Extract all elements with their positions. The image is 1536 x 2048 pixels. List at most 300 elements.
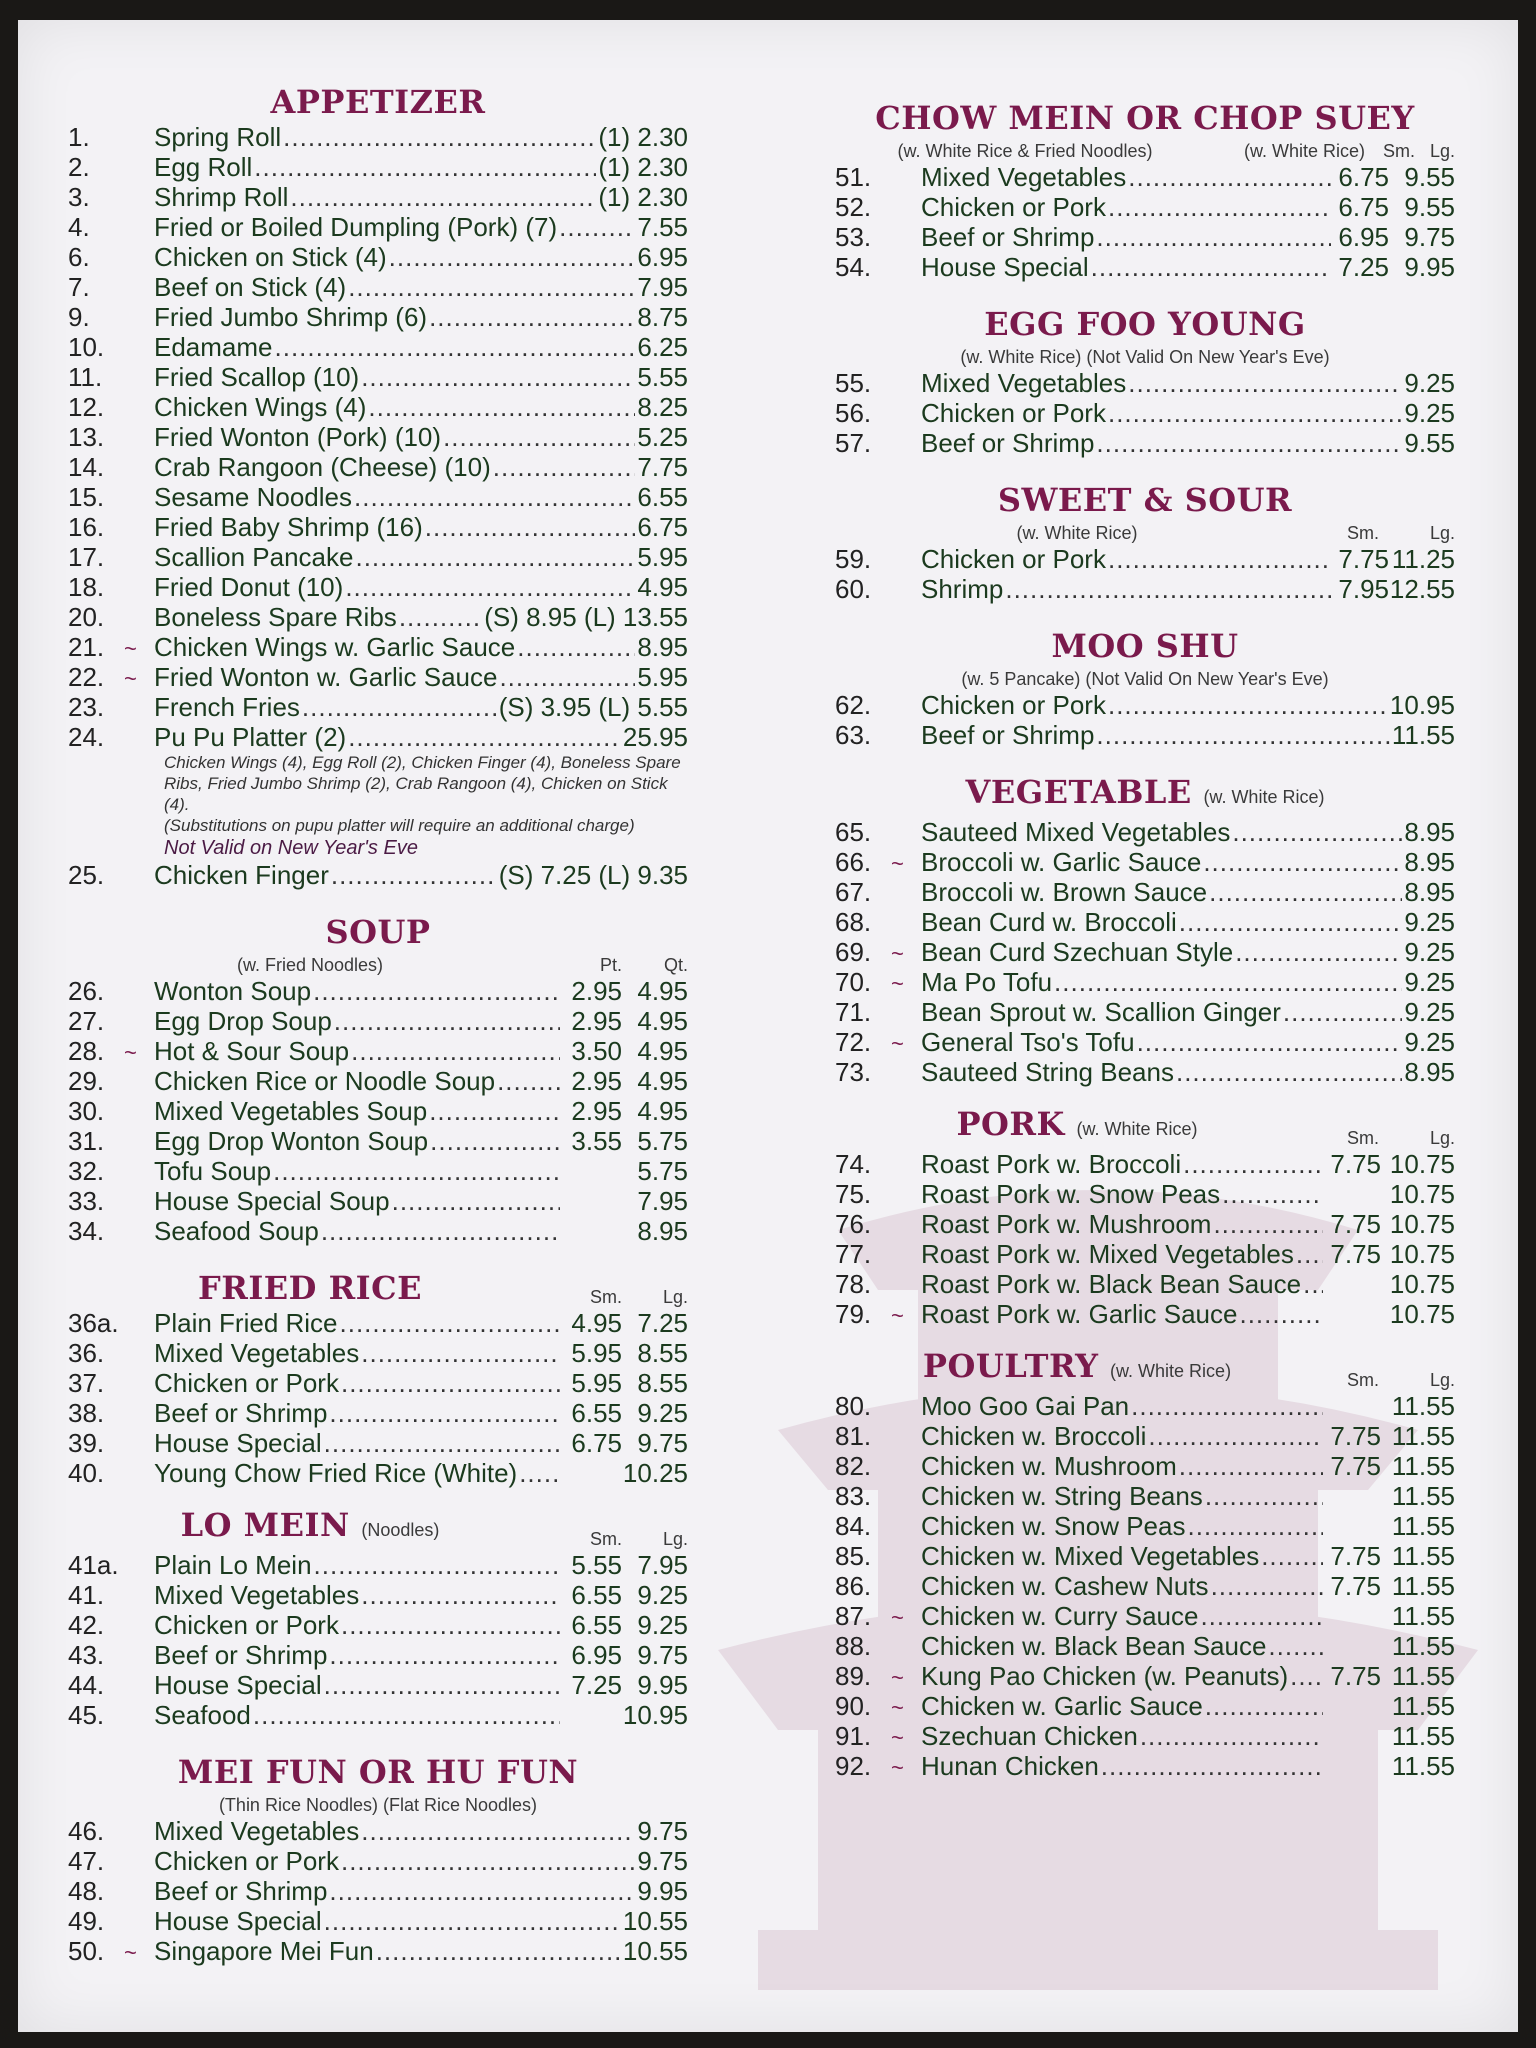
item-name: Moo Goo Gai Pan [921,1391,1130,1421]
item-number: 55. [835,368,872,398]
menu-item [68,1846,688,1876]
chili-pepper-icon: ~ [124,1940,137,1965]
menu-item [68,1308,688,1338]
item-price: 11.55 [1391,720,1455,750]
item-name: Chicken or Pork [921,192,1106,222]
item-price-small: 3.50 [571,1036,622,1066]
item-name: Mixed Vegetables [154,1338,360,1368]
menu-item [835,1057,1455,1087]
lo-mein-note: (Noodles) [361,1520,440,1540]
item-price-large: 10.75 [1389,1269,1455,1299]
item-price-large: 11.55 [1391,1721,1455,1751]
menu-item [68,1338,688,1368]
item-name: Edamame [154,332,273,362]
menu-item [68,182,688,212]
item-number: 10. [68,332,105,362]
item-name: Fried Baby Shrimp (16) [154,512,423,542]
item-name: Szechuan Chicken [921,1721,1138,1751]
item-name: Roast Pork w. Mixed Vegetables [921,1239,1294,1269]
menu-item [835,1269,1455,1299]
item-price-small: 2.95 [571,1096,622,1126]
item-number: 12. [68,392,105,422]
item-number: 23. [68,692,105,722]
lo-mein-title: LO MEIN [180,1506,350,1544]
item-number: 43. [68,1640,105,1670]
item-name: Chicken or Pork [921,690,1106,720]
item-name: Roast Pork w. Black Bean Sauce [921,1269,1302,1299]
menu-item [835,1391,1455,1421]
item-name: Fried Wonton (Pork) (10) [154,422,442,452]
item-price-large: 12.55 [1389,574,1455,604]
menu-item [835,1571,1455,1601]
item-price: 6.25 [637,332,688,362]
menu-item [835,1027,1455,1057]
menu-item [68,392,688,422]
item-number: 50. [68,1936,105,1966]
menu-item [835,1511,1455,1541]
item-price-small: 5.55 [571,1550,622,1580]
item-price-small: 7.75 [1330,1451,1381,1481]
item-name: General Tso's Tofu [921,1027,1135,1057]
item-number: 45. [68,1700,105,1730]
item-name: Broccoli w. Garlic Sauce [921,847,1202,877]
egg-foo-young-subheader: (w. White Rice) (Not Valid On New Year's Eve) [960,347,1330,367]
sweet-sour-title: SWEET & SOUR [997,481,1293,519]
item-price-large: 5.75 [637,1126,688,1156]
item-price-large: 11.55 [1391,1481,1455,1511]
item-number: 20. [68,602,105,632]
item-price-small: 7.75 [1330,1421,1381,1451]
item-number: 7. [68,272,90,302]
item-price-large: 10.95 [622,1700,688,1730]
fried-rice-header: FRIED RICE Sm. Lg. [68,1268,688,1308]
menu-item [835,1209,1455,1239]
item-number: 80. [835,1391,872,1421]
item-price-small: 7.75 [1330,1209,1381,1239]
item-price-small: 2.95 [571,976,622,1006]
item-number: 16. [68,512,105,542]
chow-mein-subheader: (w. White Rice & Fried Noodles) (w. White Rice) Sm. Lg. [897,141,1455,161]
menu-item [835,1179,1455,1209]
menu-item [835,368,1455,398]
item-name: Bean Curd Szechuan Style [921,937,1234,967]
item-number: 22. [68,662,105,692]
item-number: 74. [835,1149,872,1179]
moo-shu-title: MOO SHU [1051,627,1239,665]
item-name: Egg Roll [154,152,253,182]
item-name: Young Chow Fried Rice (White) [154,1458,518,1488]
poultry-title: POULTRY [922,1347,1099,1385]
menu-item [68,152,688,182]
item-number: 2. [68,152,90,182]
item-price-small: 6.55 [571,1580,622,1610]
menu-item [835,1299,1455,1329]
item-price: 5.25 [637,422,688,452]
soup-subheader: (w. Fried Noodles) Pt. Qt. [236,955,688,975]
item-price-small: 6.55 [571,1398,622,1428]
item-name: Chicken or Pork [154,1368,339,1398]
item-price: 7.95 [637,272,688,302]
item-price-small: 7.75 [1338,544,1389,574]
pupu-substitution-note: (Substitutions on pupu platter will require an additional charge) [164,816,635,835]
menu-item [68,1458,688,1488]
item-name: Bean Sprout w. Scallion Ginger [921,997,1281,1027]
item-number: 56. [835,398,872,428]
item-number: 30. [68,1096,105,1126]
item-number: 57. [835,428,872,458]
menu-item [68,602,688,632]
vegetable-note: (w. White Rice) [1203,787,1325,807]
item-price-large: 11.55 [1391,1751,1455,1781]
item-number: 66. [835,847,872,877]
menu-item [68,1066,688,1096]
item-price-large: 9.75 [1404,222,1455,252]
menu-item [68,1096,688,1126]
menu-item [68,1640,688,1670]
item-price-large: 8.55 [637,1368,688,1398]
item-number: 83. [835,1481,872,1511]
chili-pepper-icon: ~ [891,1031,904,1056]
menu-item [835,222,1455,252]
item-price-large: 11.55 [1391,1511,1455,1541]
item-number: 87. [835,1601,872,1631]
item-price-small: 7.75 [1330,1541,1381,1571]
item-name: Ma Po Tofu [921,967,1053,997]
menu-item [835,192,1455,222]
item-number: 14. [68,452,105,482]
item-number: 67. [835,877,872,907]
item-number: 36. [68,1338,105,1368]
item-number: 26. [68,976,105,1006]
soup-title: SOUP [325,913,431,951]
chili-pepper-icon: ~ [891,1695,904,1720]
item-price: 6.95 [637,242,688,272]
item-name: Hunan Chicken [921,1751,1099,1781]
item-price: 10.55 [622,1906,688,1936]
item-number: 27. [68,1006,105,1036]
item-price: 25.95 [622,722,688,752]
item-number: 91. [835,1721,872,1751]
item-price-large: 7.95 [637,1186,688,1216]
item-price-small: 6.75 [1338,162,1389,192]
menu-item [68,1156,688,1186]
menu-item [835,1661,1455,1691]
item-name: Chicken w. Snow Peas [921,1511,1186,1541]
item-price: 9.75 [637,1846,688,1876]
item-price: 5.55 [637,362,688,392]
item-number: 40. [68,1458,105,1488]
item-name: Chicken w. Cashew Nuts [921,1571,1209,1601]
item-price-small: 3.55 [571,1126,622,1156]
menu-item [68,512,688,542]
item-name: Beef or Shrimp [921,222,1095,252]
item-number: 13. [68,422,105,452]
item-number: 6. [68,242,90,272]
menu-item [835,877,1455,907]
item-price-large: 10.25 [622,1458,688,1488]
menu-item [68,212,688,242]
item-name: Seafood [154,1700,251,1730]
item-number: 29. [68,1066,105,1096]
item-name: Chicken Finger [154,860,329,890]
item-number: 59. [835,544,872,574]
item-price: (1) 2.30 [598,182,688,212]
menu-item [68,1428,688,1458]
item-price-small: 5.95 [571,1368,622,1398]
item-name: Singapore Mei Fun [154,1936,374,1966]
item-price-large: 9.95 [1404,252,1455,282]
item-price-large: 9.55 [1404,192,1455,222]
menu-item [835,162,1455,192]
item-name: Wonton Soup [154,976,312,1006]
item-price-small: 2.95 [571,1006,622,1036]
menu-item [835,544,1455,574]
sweet-sour-list [835,544,1455,604]
menu-item [835,1721,1455,1751]
menu-item [68,1906,688,1936]
menu-item [835,1149,1455,1179]
item-name: Chicken or Pork [154,1846,339,1876]
item-number: 41a. [68,1550,119,1580]
item-price-large: 11.55 [1391,1691,1455,1721]
item-price: 10.95 [1389,690,1455,720]
item-name: Roast Pork w. Snow Peas [921,1179,1221,1209]
item-price-large: 11.55 [1391,1661,1455,1691]
menu-item [68,1216,688,1246]
appetizer-list [68,122,688,752]
item-number: 77. [835,1239,872,1269]
item-number: 79. [835,1299,872,1329]
fried-rice-title: FRIED RICE [198,1269,422,1307]
item-name: Boneless Spare Ribs [154,602,397,632]
item-price-large: 4.95 [637,1036,688,1066]
item-number: 86. [835,1571,872,1601]
item-name: Pu Pu Platter (2) [154,722,347,752]
item-price-small: 2.95 [571,1066,622,1096]
menu-item [68,1610,688,1640]
item-number: 36a. [68,1308,119,1338]
item-number: 9. [68,302,90,332]
item-price: 9.75 [637,1816,688,1846]
chili-pepper-icon: ~ [891,1303,904,1328]
chili-pepper-icon: ~ [891,971,904,996]
item-name: Plain Fried Rice [154,1308,338,1338]
lo-mein-header: LO MEIN (Noodles) Sm. Lg. [180,1506,688,1549]
item-name: Seafood Soup [154,1216,319,1246]
item-name: House Special Soup [154,1186,390,1216]
menu-item [68,1816,688,1846]
egg-foo-young-title: EGG FOO YOUNG [984,305,1306,343]
item-price-large: 9.75 [637,1640,688,1670]
menu-item [68,1186,688,1216]
chili-pepper-icon: ~ [891,851,904,876]
item-price: 8.95 [1404,847,1455,877]
menu-item [68,122,688,152]
item-number: 11. [68,362,103,392]
item-price-large: 9.95 [637,1670,688,1700]
item-price-small: 7.75 [1330,1571,1381,1601]
item-name: Chicken w. Curry Sauce [921,1601,1199,1631]
lo-mein-list [68,1550,688,1730]
mei-fun-list [68,1816,688,1966]
item-number: 32. [68,1156,105,1186]
menu-item [68,1670,688,1700]
pork-header: PORK (w. White Rice) Sm. Lg. [956,1105,1455,1148]
item-name: Egg Drop Soup [154,1006,332,1036]
item-name: Beef or Shrimp [154,1640,328,1670]
menu-item [835,907,1455,937]
menu-item [68,976,688,1006]
item-price-large: 4.95 [637,1096,688,1126]
item-name: Roast Pork w. Garlic Sauce [921,1299,1238,1329]
item-name: Fried or Boiled Dumpling (Pork) (7) [154,212,558,242]
item-price-small: 6.95 [571,1640,622,1670]
item-price-large: 11.25 [1391,544,1455,574]
menu-item [68,1126,688,1156]
menu-item [835,817,1455,847]
item-name: Tofu Soup [154,1156,272,1186]
menu-item [68,662,688,692]
item-name: Beef or Shrimp [921,720,1095,750]
item-price-small: 7.25 [571,1670,622,1700]
item-number: 48. [68,1876,105,1906]
menu-item [835,1481,1455,1511]
item-name: Chicken Wings w. Garlic Sauce [154,632,516,662]
menu-item [68,1550,688,1580]
menu-item [835,1601,1455,1631]
menu-item [835,690,1455,720]
item-price-small: 6.55 [571,1610,622,1640]
item-price-large: 10.75 [1389,1299,1455,1329]
item-price: 7.55 [637,212,688,242]
item-price: 10.55 [622,1936,688,1966]
item-name: Beef or Shrimp [154,1398,328,1428]
item-name: Chicken w. String Beans [921,1481,1203,1511]
item-number: 51. [835,162,872,192]
item-name: Mixed Vegetables Soup [154,1096,428,1126]
menu-item [835,1451,1455,1481]
item-number: 31. [68,1126,105,1156]
item-price: 9.55 [1404,428,1455,458]
item-price-large: 4.95 [637,976,688,1006]
item-name: Chicken Wings (4) [154,392,367,422]
item-price: (S) 8.95 (L) 13.55 [484,602,688,632]
item-price-large: 9.25 [637,1580,688,1610]
chili-pepper-icon: ~ [891,1665,904,1690]
item-number: 75. [835,1179,872,1209]
menu-item [835,720,1455,750]
item-price-large: 10.75 [1389,1149,1455,1179]
item-number: 69. [835,937,872,967]
poultry-header: POULTRY (w. White Rice) Sm. Lg. [922,1347,1455,1390]
item-price-small: 6.95 [1338,222,1389,252]
item-price-large: 11.55 [1391,1541,1455,1571]
item-name: Crab Rangoon (Cheese) (10) [154,452,491,482]
item-number: 54. [835,252,872,282]
menu-item [835,1631,1455,1661]
item-number: 28. [68,1036,105,1066]
item-name: Egg Drop Wonton Soup [154,1126,429,1156]
item-name: Beef or Shrimp [154,1876,328,1906]
menu-item [68,272,688,302]
item-number: 15. [68,482,105,512]
item-name: Kung Pao Chicken (w. Peanuts) [921,1661,1289,1691]
item-number: 73. [835,1057,872,1087]
chili-pepper-icon: ~ [124,636,137,661]
item-number: 4. [68,212,90,242]
chili-pepper-icon: ~ [891,1725,904,1750]
item-price: 9.25 [1404,937,1455,967]
item-number: 21. [68,632,105,662]
item-price: 8.95 [1404,1057,1455,1087]
menu-item [68,1398,688,1428]
item-price: 4.95 [637,572,688,602]
item-number: 84. [835,1511,872,1541]
item-name: Fried Scallop (10) [154,362,360,392]
item-price: 9.25 [1404,997,1455,1027]
pupu-not-valid-note: Not Valid on New Year's Eve [164,837,418,859]
item-name: House Special [154,1906,322,1936]
item-number: 17. [68,542,105,572]
item-price-small: 6.75 [1338,192,1389,222]
item-number: 53. [835,222,872,252]
item-price-large: 11.55 [1391,1571,1455,1601]
item-number: 89. [835,1661,872,1691]
item-name: Chicken w. Broccoli [921,1421,1147,1451]
menu-item [835,1421,1455,1451]
item-number: 63. [835,720,872,750]
item-name: House Special [154,1428,322,1458]
item-number: 37. [68,1368,105,1398]
item-number: 46. [68,1816,105,1846]
poultry-note: (w. White Rice) [1110,1361,1232,1381]
item-number: 81. [835,1421,872,1451]
item-name: Chicken or Pork [154,1610,339,1640]
item-number: 38. [68,1398,105,1428]
menu-item [68,572,688,602]
item-name: Chicken w. Mushroom [921,1451,1177,1481]
item-number: 39. [68,1428,105,1458]
item-price-large: 9.55 [1404,162,1455,192]
item-name: Chicken on Stick (4) [154,242,387,272]
item-name: Chicken w. Black Bean Sauce [921,1631,1267,1661]
item-name: Shrimp [921,574,1004,604]
item-name: Fried Wonton w. Garlic Sauce [154,662,498,692]
item-number: 47. [68,1846,105,1876]
menu-item [835,1239,1455,1269]
menu-item [835,398,1455,428]
item-name: Beef or Shrimp [921,428,1095,458]
item-number: 41. [68,1580,105,1610]
item-number: 78. [835,1269,872,1299]
item-number: 33. [68,1186,105,1216]
item-number: 60. [835,574,872,604]
item-name: Chicken or Pork [921,398,1106,428]
item-number: 76. [835,1209,872,1239]
item-price: 5.95 [637,662,688,692]
menu-item [68,1036,688,1066]
item-price-small: 7.75 [1330,1661,1381,1691]
item-name: Roast Pork w. Mushroom [921,1209,1212,1239]
chili-pepper-icon: ~ [891,1755,904,1780]
menu-item [68,1876,688,1906]
item-price: 6.75 [637,512,688,542]
item-name: Scallion Pancake [154,542,354,572]
item-name: Mixed Vegetables [921,162,1127,192]
menu-item [835,1541,1455,1571]
item-name: Hot & Sour Soup [154,1036,350,1066]
item-price-large: 9.25 [637,1610,688,1640]
